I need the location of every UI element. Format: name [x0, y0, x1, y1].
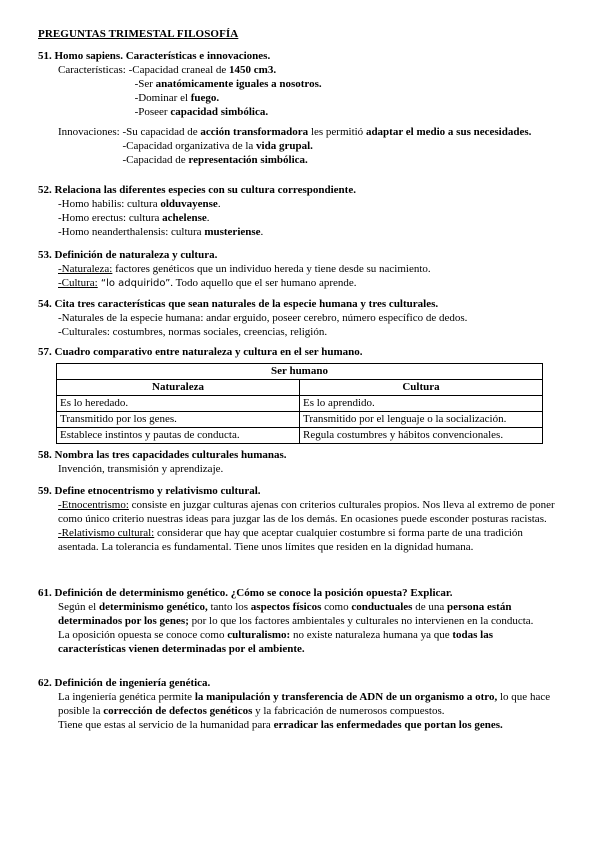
text: -Homo neanderthalensis: cultura [58, 226, 205, 238]
bold-text: representación simbólica. [188, 154, 308, 166]
text: lo que hace posible la [58, 691, 551, 717]
answer-body [38, 498, 558, 554]
text: y la fabricación de numerosos compuestos. [252, 705, 445, 717]
text: . [206, 212, 210, 224]
bold-text: fuego. [190, 92, 220, 104]
text: . [260, 226, 264, 238]
term-cultura: -Cultura: [58, 277, 98, 289]
text: -Su capacidad de [122, 126, 201, 138]
question-heading: 61. Definición de determinismo genético. ¿Cómo se conoce la posición opuesta? Explicar. [38, 587, 453, 599]
text: -Culturales: costumbres, normas sociales, creencias, religión. [58, 326, 328, 338]
question-heading: 52. Relaciona las diferentes especies con su cultura correspondiente. [38, 184, 356, 196]
question-heading: 54. Cita tres características que sean naturales de la especie humana y tres culturales. [38, 298, 439, 310]
bold-text: vida grupal. [256, 140, 313, 152]
answer-body: Invención, transmisión y aprendizaje. [58, 463, 224, 475]
characteristics-label: Características: [58, 64, 129, 76]
text: tanto los [207, 601, 251, 613]
bold-text: conductuales [351, 601, 413, 613]
term-etnocentrismo: -Etnocentrismo: [58, 499, 129, 511]
column-header-naturaleza: Naturaleza [57, 380, 300, 396]
text: factores genéticos que un individuo hereda y tiene desde su nacimiento. [112, 263, 431, 275]
text: les permitió [308, 126, 366, 138]
question-62 [38, 676, 558, 732]
text: consiste en juzgar culturas ajenas con criterios culturales propios. Nos lleva al extremo de poner como único criterio nuestras ideas para juzgar las de los demás. En ocasiones puede esconder posturas racistas. [58, 499, 555, 525]
text: considerar que hay que aceptar cualquier costumbre si forma parte de una tradición asentada. La tolerancia es fundamental. Tiene unos límites que residen en la dignidad humana. [58, 527, 523, 553]
bold-text: erradicar las enfermedades que portan los genes. [273, 719, 503, 731]
table-cell: Establece instintos y pautas de conducta. [57, 428, 300, 444]
text: Según el [58, 601, 99, 613]
table-row [57, 412, 543, 428]
table-cell: Regula costumbres y hábitos convencionales. [300, 428, 543, 444]
table-cell: Es lo aprendido. [300, 396, 543, 412]
text: -Capacidad de [122, 154, 189, 166]
text: -Homo habilis: cultura [58, 198, 161, 210]
table-row [57, 428, 543, 444]
bold-text: determinismo genético, [98, 601, 208, 613]
text: . Todo aquello que el ser humano aprende. [170, 277, 357, 289]
question-heading: 53. Definición de naturaleza y cultura. [38, 249, 218, 261]
text: La ingeniería genética permite [58, 691, 195, 703]
question-heading: 51. Homo sapiens. Características e innovaciones. [38, 50, 271, 62]
bold-text: la manipulación y transferencia de ADN de un organismo a otro, [194, 691, 498, 703]
answer-body [38, 600, 558, 656]
bold-text: adaptar el medio a sus necesidades. [365, 126, 532, 138]
text: -Homo erectus: cultura [58, 212, 163, 224]
table-title: Ser humano [57, 364, 543, 380]
question-heading: 59. Define etnocentrismo y relativismo cultural. [38, 485, 261, 497]
term-relativismo-cultural: -Relativismo cultural: [58, 527, 155, 539]
text: Tiene que estas al servicio de la humanidad para [58, 719, 274, 731]
question-54 [38, 297, 558, 339]
bold-text: achelense [162, 212, 207, 224]
bold-text: anatómicamente iguales a nosotros. [155, 78, 322, 90]
answer-body [38, 690, 558, 732]
table-cell: Transmitido por los genes. [57, 412, 300, 428]
question-53 [38, 248, 558, 291]
answer-body [38, 63, 558, 167]
quote-text: “lo adquirido” [97, 278, 171, 289]
text: La oposición opuesta se conoce como [58, 629, 228, 641]
question-61 [38, 586, 558, 656]
text: -Dominar el [134, 92, 191, 104]
question-58 [38, 448, 558, 476]
text: -Capacidad craneal de [128, 64, 230, 76]
text: . [217, 198, 221, 210]
bold-text: culturalismo: [227, 629, 291, 641]
answer-body [38, 311, 558, 339]
answer-body [38, 262, 558, 291]
table-cell: Es lo heredado. [57, 396, 300, 412]
column-header-cultura: Cultura [300, 380, 543, 396]
text: -Ser [134, 78, 156, 90]
text: como [321, 601, 352, 613]
question-59 [38, 484, 558, 554]
question-heading: 58. Nombra las tres capacidades culturales humanas. [38, 449, 287, 461]
bold-text: corrección de defectos genéticos [103, 705, 253, 717]
bold-text: olduvayense [160, 198, 218, 210]
innovations-label: Innovaciones: [58, 126, 123, 138]
bold-text: musteriense [204, 226, 261, 238]
bold-text: capacidad simbólica. [170, 106, 269, 118]
bold-text: 1450 cm3. [229, 64, 277, 76]
document-title: PREGUNTAS TRIMESTAL FILOSOFÍA [38, 28, 239, 40]
question-57 [38, 345, 558, 359]
text: por lo que los factores ambientales y culturales no intervienen en la conducta. [188, 615, 534, 627]
table-row [57, 396, 543, 412]
text: -Poseer [134, 106, 171, 118]
table-cell: Transmitido por el lenguaje o la socialización. [300, 412, 543, 428]
bold-text: persona están determinados por los genes; [58, 601, 512, 627]
question-heading: 62. Definición de ingeniería genética. [38, 677, 211, 689]
text: -Capacidad organizativa de la [122, 140, 257, 152]
bold-text: aspectos físicos [250, 601, 322, 613]
text: no existe naturaleza humana ya que [290, 629, 453, 641]
bold-text: acción transformadora [200, 126, 309, 138]
question-51 [38, 49, 558, 167]
answer-body [38, 197, 558, 239]
bold-text: todas las características vienen determinadas por el ambiente. [58, 629, 494, 655]
text: de una [412, 601, 447, 613]
text: -Naturales de la especie humana: andar erguido, poseer cerebro, número específico de dedos. [58, 312, 468, 324]
question-52 [38, 183, 558, 239]
term-naturaleza: -Naturaleza: [58, 263, 113, 275]
comparison-table [56, 363, 543, 444]
question-heading: 57. Cuadro comparativo entre naturaleza y cultura en el ser humano. [38, 346, 363, 358]
